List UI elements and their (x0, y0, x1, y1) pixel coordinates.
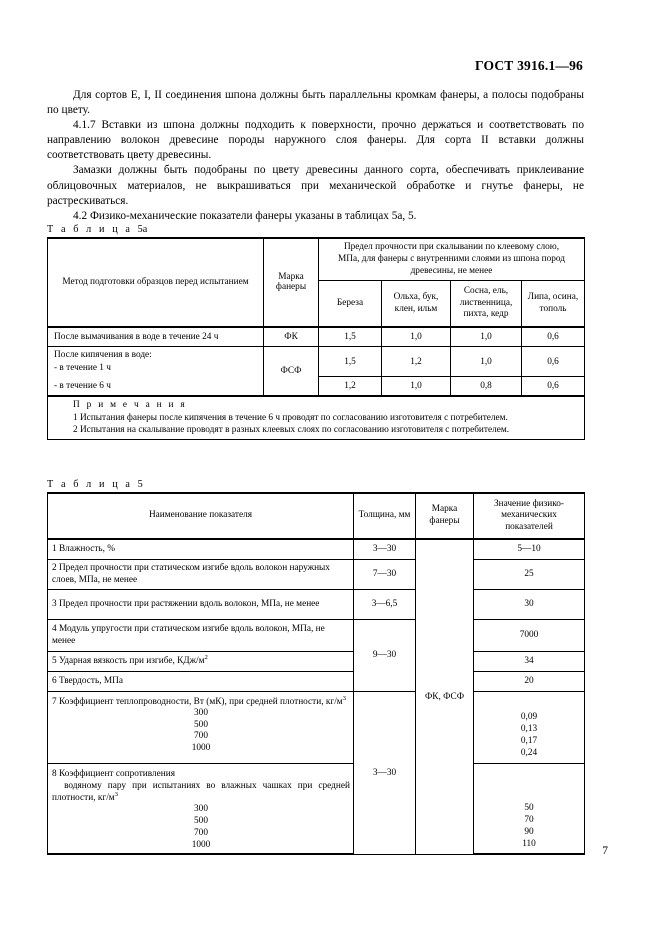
cell-thickness: 3—6,5 (354, 589, 416, 619)
cell-value-group-8 (474, 763, 585, 854)
cell-thickness: 3—30 (354, 691, 416, 854)
cell-indicator-6: 6 Твердость, МПа (48, 671, 354, 691)
table-row (48, 347, 585, 376)
cell-value: 1,2 (382, 347, 451, 376)
cell-value: 1,5 (319, 347, 382, 376)
cell-value: 1,0 (451, 327, 522, 347)
cell-value: 30 (474, 589, 585, 619)
cell-value: 0,6 (522, 376, 585, 396)
cell-value: 7000 (474, 619, 585, 651)
indicator-line-2: водяному пару при испытаниях во влажных чашках при средней плотности, $кг/м^3$ (52, 780, 350, 803)
note-item: 2 Испытания на скалывание проводят в разных клеевых слоях по согласованию изготовителя с потребителем. (73, 425, 510, 436)
body-text-block (47, 88, 584, 224)
cell-indicator-4: 4 Модуль упругости при статическом изгибе вдоль волокон, МПа, не менее (48, 619, 354, 651)
header-method: Метод подготовки образцов перед испытанием (48, 238, 264, 327)
paragraph-42: 4.2 Физико-механические показатели фанеры указаны в таблицах 5а, 5. (73, 209, 417, 222)
density-list-8 (52, 804, 350, 851)
value-item: 90 (524, 826, 534, 837)
density-item: 1000 (191, 839, 211, 850)
cell-indicator-3: 3 Предел прочности при растяжении вдоль волокон, МПа, не менее (48, 589, 354, 619)
cell-grade-fk: ФК (264, 327, 319, 347)
table-row (48, 327, 585, 347)
density-item: 500 (194, 719, 208, 730)
table-5-caption (47, 479, 143, 490)
paragraph-417: 4.1.7 Вставки из шпона должны подходить к поверхности, прочно держаться и соответствовать по направлению волокон древесине породы наружного слоя фанеры. Для сорта II вставки должны соответствовать цвету древесины. (47, 119, 584, 162)
cell-thickness: 9—30 (354, 619, 416, 691)
caption-word: Т а б л и ц а (47, 224, 133, 235)
header-species-lipa: Липа, осина, тополь (522, 281, 585, 327)
header-strength-group: Предел прочности при скалывании по клеевому слою, МПа, для фанеры с внутренними слоями из шпона пород древесины, не менее (319, 238, 585, 281)
header-indicator: Наименование показателя (48, 493, 354, 539)
cell-value: 25 (474, 559, 585, 589)
cell-value: 1,2 (319, 376, 382, 396)
header-species-olha: Ольха, бук, клен, ильм (382, 281, 451, 327)
density-item: 500 (194, 815, 208, 826)
cell-method-3: - в течение 6 ч (48, 376, 264, 396)
value-item: 0,17 (520, 735, 538, 746)
paragraph-1: Для сортов Е, I, II соединения шпона должны быть параллельны кромкам фанеры, а полосы подобраны по цвету. (47, 89, 584, 117)
value-item: 0,24 (520, 747, 538, 758)
table-row (48, 619, 585, 651)
notes-title: П р и м е ч а н и я (73, 400, 187, 411)
cell-value: 0,6 (522, 347, 585, 376)
cell-thickness: 7—30 (354, 559, 416, 589)
table-5 (47, 492, 585, 855)
page-number: 7 (602, 845, 608, 857)
cell-indicator-8 (48, 763, 354, 854)
table-5a (47, 237, 585, 440)
paragraph-zamazki: Замазки должны быть подобраны по цвету древесины данного сорта, обеспечивать приклеивание облицовочных материалов, не выкрашиваться при механической обработке и гнутье фанеры, не растрескиваться. (47, 164, 584, 207)
density-item: 300 (194, 804, 208, 815)
density-item: 700 (194, 827, 208, 838)
cell-method-1: После вымачивания в воде в течение 24 ч (48, 327, 264, 347)
header-species-bereza: Береза (319, 281, 382, 327)
cell-indicator-2: 2 Предел прочности при статическом изгибе вдоль волокон наружных слоев, МПа, не менее (48, 559, 354, 589)
table-row (48, 559, 585, 589)
value-item: 50 (524, 803, 534, 814)
cell-value: 1,0 (382, 376, 451, 396)
notes-block (48, 396, 585, 439)
cell-grade-merged: ФК, ФСФ (416, 539, 474, 854)
density-item: 700 (194, 731, 208, 742)
indicator-text-5: 5 Ударная вязкость при изгибе, КДж/$м^2$ (52, 653, 208, 666)
cell-indicator-1: 1 Влажность, % (48, 539, 354, 559)
table-row (48, 589, 585, 619)
header-value: Значение физико-механических показателей (474, 493, 585, 539)
table-row (48, 763, 585, 854)
cell-value-group-7 (474, 691, 585, 763)
value-item: 70 (524, 814, 534, 825)
density-item: 300 (194, 707, 208, 718)
caption-number: 5 (137, 479, 143, 490)
cell-value: 1,0 (382, 327, 451, 347)
cell-grade-fsf: ФСФ (264, 347, 319, 396)
cell-thickness: 3—30 (354, 539, 416, 559)
standard-header: ГОСТ 3916.1—96 (475, 58, 583, 73)
table-row (48, 691, 585, 763)
cell-indicator-5 (48, 651, 354, 671)
note-item: 1 Испытания фанеры после кипячения в течение 6 ч проводят по согласованию изготовителя с потребителем. (73, 412, 508, 423)
header-grade: Марка фанеры (264, 238, 319, 327)
table-5a-caption (47, 224, 147, 235)
header-species-sosna: Сосна, ель, лиственница, пихта, кедр (451, 281, 522, 327)
cell-value: 0,8 (451, 376, 522, 396)
cell-value: 1,5 (319, 327, 382, 347)
cell-value: 20 (474, 671, 585, 691)
indicator-line-1: 7 Коэффициент теплопроводности, Вт (мК), при средней плотности, $кг/м^3$ (52, 694, 347, 707)
method-line-2: - в течение 1 ч (54, 362, 111, 373)
header-thickness: Толщина, мм (354, 493, 416, 539)
cell-value: 5—10 (474, 539, 585, 559)
table-5a-notes-row (48, 396, 585, 439)
density-item: 1000 (191, 743, 211, 754)
caption-number: 5а (137, 224, 148, 235)
value-item: 0,13 (520, 724, 538, 735)
cell-indicator-7 (48, 691, 354, 763)
header-grade: Марка фанеры (416, 493, 474, 539)
cell-value: 0,6 (522, 327, 585, 347)
cell-value: 1,0 (451, 347, 522, 376)
value-item: 0,09 (520, 712, 538, 723)
cell-method-2 (48, 347, 264, 376)
table-5a-header-row-1 (48, 238, 585, 281)
table-row (48, 671, 585, 691)
method-line-1: После кипячения в воде: (54, 350, 152, 361)
value-item: 110 (522, 838, 536, 849)
table-5-header-row (48, 493, 585, 539)
table-row (48, 651, 585, 671)
table-row (48, 539, 585, 559)
indicator-line-1: 8 Коэффициент сопротивления (52, 768, 176, 779)
caption-word: Т а б л и ц а (47, 479, 133, 490)
cell-value: 34 (474, 651, 585, 671)
density-list-7 (52, 708, 350, 755)
